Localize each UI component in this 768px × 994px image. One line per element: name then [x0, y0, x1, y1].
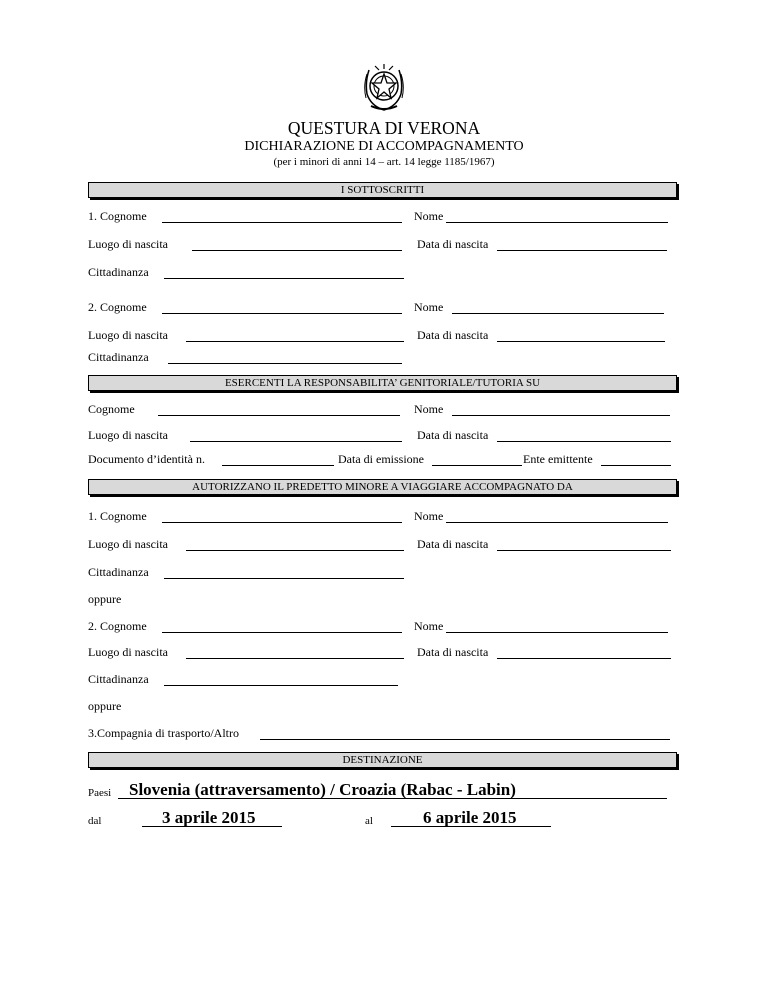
nome-label: Nome: [414, 300, 444, 314]
cittadinanza-label: Cittadinanza: [88, 265, 149, 279]
cognome-label: 1. Cognome: [88, 509, 147, 523]
ente-emittente-label: Ente emittente: [523, 452, 593, 466]
cognome-field[interactable]: [162, 522, 402, 523]
cognome-label: 2. Cognome: [88, 300, 147, 314]
nome-field[interactable]: [446, 522, 668, 523]
cittadinanza-field[interactable]: [164, 685, 398, 686]
data-nascita-field[interactable]: [497, 441, 671, 442]
luogo-nascita-field[interactable]: [186, 550, 404, 551]
luogo-nascita-field[interactable]: [186, 658, 404, 659]
cognome-field[interactable]: [162, 632, 402, 633]
oppure-label: oppure: [88, 699, 122, 713]
cittadinanza-label: Cittadinanza: [88, 350, 149, 364]
compagnia-trasporto-label: 3.Compagnia di trasporto/Altro: [88, 726, 239, 740]
page-title: QUESTURA DI VERONA: [287, 118, 481, 138]
section-header-accompagnatore: AUTORIZZANO IL PREDETTO MINORE A VIAGGIARE ACCOMPAGNATO DA: [88, 479, 677, 495]
data-nascita-field[interactable]: [497, 658, 671, 659]
luogo-nascita-label: Luogo di nascita: [88, 645, 168, 659]
data-nascita-field[interactable]: [497, 341, 665, 342]
cognome-label: 2. Cognome: [88, 619, 147, 633]
dal-value: 3 aprile 2015: [162, 808, 256, 827]
nome-field[interactable]: [446, 222, 668, 223]
luogo-nascita-label: Luogo di nascita: [88, 328, 168, 342]
data-nascita-label: Data di nascita: [417, 328, 489, 342]
documento-label: Documento d’identità n.: [88, 452, 205, 466]
cittadinanza-field[interactable]: [164, 578, 404, 579]
nome-label: Nome: [414, 619, 444, 633]
luogo-nascita-field[interactable]: [190, 441, 402, 442]
compagnia-trasporto-field[interactable]: [260, 739, 670, 740]
luogo-nascita-label: Luogo di nascita: [88, 537, 168, 551]
cittadinanza-field[interactable]: [164, 278, 404, 279]
document-subtitle: DICHIARAZIONE DI ACCOMPAGNAMENTO: [244, 139, 524, 154]
data-nascita-label: Data di nascita: [417, 237, 489, 251]
data-nascita-label: Data di nascita: [417, 428, 489, 442]
nome-label: Nome: [414, 509, 444, 523]
data-nascita-label: Data di nascita: [417, 537, 489, 551]
cognome-label: 1. Cognome: [88, 209, 147, 223]
oppure-label: oppure: [88, 592, 122, 606]
legal-note: (per i minori di anni 14 – art. 14 legge 1185/1967): [273, 156, 495, 168]
cittadinanza-field[interactable]: [168, 363, 402, 364]
cittadinanza-label: Cittadinanza: [88, 672, 149, 686]
section-header-destinazione: DESTINAZIONE: [88, 752, 677, 768]
luogo-nascita-label: Luogo di nascita: [88, 428, 168, 442]
data-nascita-field[interactable]: [497, 550, 671, 551]
data-emissione-label: Data di emissione: [338, 452, 424, 466]
documento-field[interactable]: [222, 465, 334, 466]
data-emissione-field[interactable]: [432, 465, 522, 466]
luogo-nascita-label: Luogo di nascita: [88, 237, 168, 251]
luogo-nascita-field[interactable]: [186, 341, 404, 342]
nome-field[interactable]: [446, 632, 668, 633]
al-value: 6 aprile 2015: [423, 808, 517, 827]
section-header-responsabilita: ESERCENTI LA RESPONSABILITA’ GENITORIALE/TUTORIA SU: [88, 375, 677, 391]
nome-field[interactable]: [452, 313, 664, 314]
paesi-label: Paesi: [88, 787, 112, 799]
dal-label: dal: [88, 815, 102, 827]
ente-emittente-field[interactable]: [601, 465, 671, 466]
paesi-value: Slovenia (attraversamento) / Croazia (Rabac - Labin): [129, 780, 516, 799]
italian-republic-emblem-icon: [361, 60, 407, 112]
cognome-field[interactable]: [162, 313, 402, 314]
data-nascita-label: Data di nascita: [417, 645, 489, 659]
section-header-sottoscritti: I SOTTOSCRITTI: [88, 182, 677, 198]
cognome-label: Cognome: [88, 402, 135, 416]
cognome-field[interactable]: [162, 222, 402, 223]
nome-label: Nome: [414, 209, 444, 223]
nome-field[interactable]: [452, 415, 670, 416]
luogo-nascita-field[interactable]: [192, 250, 402, 251]
nome-label: Nome: [414, 402, 444, 416]
data-nascita-field[interactable]: [497, 250, 667, 251]
cittadinanza-label: Cittadinanza: [88, 565, 149, 579]
cognome-field[interactable]: [158, 415, 400, 416]
al-label: al: [365, 815, 373, 827]
